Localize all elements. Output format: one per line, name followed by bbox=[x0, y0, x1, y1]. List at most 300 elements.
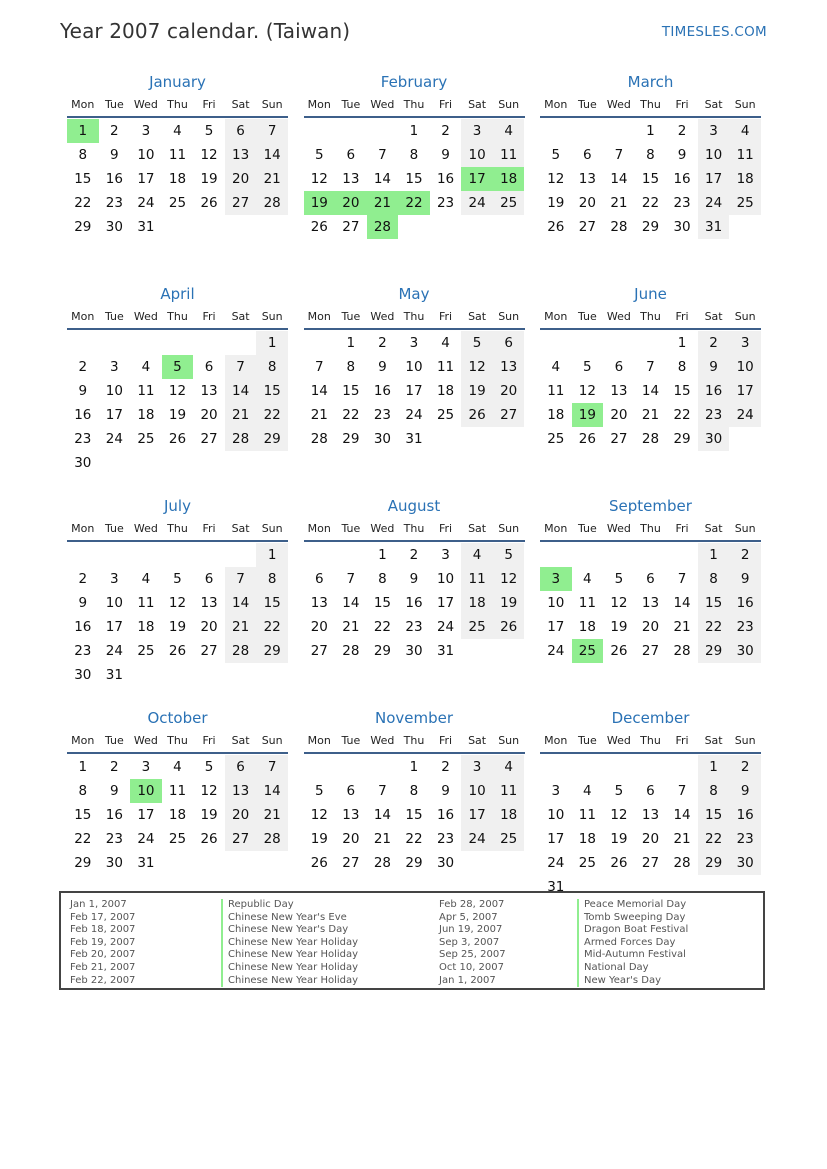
day-cell: 7 bbox=[646, 359, 655, 375]
weekday-label: Mon bbox=[544, 734, 568, 747]
day-grid bbox=[67, 331, 288, 475]
empty-cell bbox=[162, 331, 194, 355]
day-cell: 9 bbox=[677, 147, 687, 163]
day-cell: 9 bbox=[110, 783, 119, 799]
day-cell: 19 bbox=[493, 591, 525, 615]
day-cell: 5 bbox=[551, 147, 561, 163]
day-cell: 28 bbox=[310, 431, 328, 447]
day-cell: 10 bbox=[105, 383, 123, 399]
day-cell: 3 bbox=[141, 759, 151, 775]
day-cell: 4 bbox=[551, 359, 561, 375]
legend-date: Jan 1, 2007 bbox=[439, 974, 496, 986]
holiday-day-cell: 21 bbox=[367, 191, 399, 215]
day-cell: 14 bbox=[373, 171, 391, 187]
day-cell: 22 bbox=[373, 619, 391, 635]
day-cell: 18 bbox=[578, 831, 596, 847]
day-cell: 21 bbox=[673, 831, 691, 847]
day-cell: 31 bbox=[137, 219, 155, 235]
day-cell: 22 bbox=[405, 831, 423, 847]
day-cell: 24 bbox=[547, 643, 565, 659]
weekday-label: Tue bbox=[104, 734, 124, 747]
day-cell: 11 bbox=[137, 383, 155, 399]
day-cell: 23 bbox=[673, 195, 691, 211]
day-cell: 11 bbox=[493, 779, 525, 803]
day-cell: 19 bbox=[461, 379, 493, 403]
day-cell: 10 bbox=[105, 595, 123, 611]
day-cell: 16 bbox=[436, 807, 455, 823]
day-cell: 18 bbox=[729, 167, 761, 191]
day-cell: 13 bbox=[641, 595, 660, 611]
empty-cell bbox=[367, 755, 399, 779]
day-cell: 6 bbox=[614, 359, 624, 375]
weekday-label: Sun bbox=[261, 98, 283, 111]
holiday-day-cell: 19 bbox=[304, 191, 336, 215]
weekday-label: Wed bbox=[606, 98, 631, 111]
legend-holiday-name: Republic Day bbox=[221, 899, 358, 912]
weekday-label: Mon bbox=[307, 98, 331, 111]
weekday-label: Sat bbox=[231, 98, 250, 111]
empty-cell bbox=[335, 119, 367, 143]
month-july bbox=[67, 494, 288, 706]
day-cell: 8 bbox=[78, 783, 88, 799]
weekday-label: Wed bbox=[370, 310, 395, 323]
weekday-label: Tue bbox=[341, 98, 361, 111]
month-name: April bbox=[160, 285, 195, 303]
empty-cell bbox=[304, 755, 336, 779]
empty-cell bbox=[572, 543, 604, 567]
day-cell: 12 bbox=[578, 383, 596, 399]
day-cell: 9 bbox=[378, 359, 387, 375]
day-cell: 24 bbox=[547, 855, 565, 871]
weekday-label: Sun bbox=[498, 98, 520, 111]
day-cell: 8 bbox=[409, 147, 419, 163]
weekday-label: Sun bbox=[498, 734, 520, 747]
empty-cell bbox=[304, 543, 336, 567]
day-cell: 8 bbox=[256, 355, 288, 379]
weekday-label: Mon bbox=[71, 310, 95, 323]
day-cell: 6 bbox=[493, 331, 525, 355]
day-cell: 22 bbox=[74, 831, 92, 847]
empty-cell bbox=[666, 755, 698, 779]
day-cell: 11 bbox=[168, 783, 187, 799]
day-cell: 7 bbox=[378, 147, 387, 163]
day-cell: 10 bbox=[461, 143, 493, 167]
day-cell: 22 bbox=[256, 615, 288, 639]
day-cell: 15 bbox=[74, 171, 92, 187]
weekday-label: Fri bbox=[438, 734, 453, 747]
day-cell: 26 bbox=[310, 855, 328, 871]
day-cell: 9 bbox=[78, 595, 88, 611]
holiday-legend bbox=[59, 891, 765, 990]
day-cell: 3 bbox=[461, 119, 493, 143]
weekday-label: Mon bbox=[307, 522, 331, 535]
brand-link[interactable]: TIMESLES.COM bbox=[661, 24, 767, 40]
weekday-label: Wed bbox=[133, 522, 158, 535]
empty-cell bbox=[635, 331, 667, 355]
day-cell: 4 bbox=[173, 759, 182, 775]
month-march bbox=[540, 70, 761, 282]
weekday-label: Wed bbox=[606, 522, 631, 535]
day-cell: 27 bbox=[641, 855, 660, 871]
weekday-label: Thu bbox=[403, 522, 425, 535]
day-cell: 24 bbox=[698, 191, 730, 215]
day-grid bbox=[540, 331, 761, 451]
day-cell: 9 bbox=[441, 147, 450, 163]
weekday-label: Thu bbox=[403, 98, 425, 111]
day-cell: 1 bbox=[646, 123, 655, 139]
weekday-header bbox=[67, 518, 288, 542]
day-cell: 3 bbox=[141, 123, 151, 139]
month-name: February bbox=[380, 73, 448, 91]
day-cell: 10 bbox=[405, 359, 423, 375]
legend-date: Sep 3, 2007 bbox=[439, 936, 500, 948]
weekday-label: Sun bbox=[734, 734, 756, 747]
day-cell: 29 bbox=[74, 855, 92, 871]
day-cell: 26 bbox=[200, 195, 218, 211]
day-cell: 29 bbox=[698, 851, 730, 875]
day-cell: 14 bbox=[310, 383, 328, 399]
weekday-label: Tue bbox=[577, 734, 597, 747]
day-cell: 29 bbox=[373, 643, 391, 659]
day-cell: 18 bbox=[436, 383, 455, 399]
weekday-label: Fri bbox=[202, 522, 216, 535]
month-june bbox=[540, 282, 761, 494]
day-cell: 11 bbox=[578, 595, 596, 611]
day-cell: 5 bbox=[614, 571, 624, 587]
day-cell: 24 bbox=[137, 831, 155, 847]
weekday-label: Sat bbox=[704, 310, 723, 323]
day-cell: 11 bbox=[461, 567, 493, 591]
month-february bbox=[304, 70, 525, 282]
day-cell: 4 bbox=[729, 119, 761, 143]
day-cell: 7 bbox=[378, 783, 387, 799]
day-cell: 18 bbox=[578, 619, 596, 635]
day-cell: 4 bbox=[583, 571, 592, 587]
holiday-day-cell: 25 bbox=[572, 639, 604, 663]
day-cell: 12 bbox=[310, 807, 328, 823]
day-cell: 25 bbox=[168, 195, 187, 211]
day-cell: 31 bbox=[105, 667, 123, 683]
day-cell: 12 bbox=[200, 147, 218, 163]
day-cell: 31 bbox=[405, 431, 423, 447]
weekday-label: Wed bbox=[133, 98, 158, 111]
day-grid bbox=[304, 331, 525, 451]
day-cell: 29 bbox=[698, 639, 730, 663]
day-cell: 9 bbox=[698, 355, 730, 379]
day-cell: 1 bbox=[378, 547, 387, 563]
empty-cell bbox=[335, 755, 367, 779]
day-cell: 12 bbox=[547, 171, 565, 187]
day-cell: 29 bbox=[641, 219, 660, 235]
day-cell: 15 bbox=[698, 591, 730, 615]
weekday-label: Sun bbox=[261, 310, 283, 323]
day-cell: 4 bbox=[493, 755, 525, 779]
day-cell: 16 bbox=[373, 383, 391, 399]
holiday-day-cell: 19 bbox=[572, 403, 604, 427]
day-cell: 8 bbox=[346, 359, 356, 375]
legend-left-names bbox=[221, 899, 358, 987]
day-cell: 2 bbox=[378, 335, 387, 351]
weekday-label: Wed bbox=[370, 98, 395, 111]
day-cell: 28 bbox=[373, 855, 391, 871]
month-january bbox=[67, 70, 288, 282]
day-cell: 14 bbox=[673, 807, 691, 823]
day-cell: 25 bbox=[729, 191, 761, 215]
legend-holiday-name: National Day bbox=[577, 962, 688, 975]
day-cell: 20 bbox=[200, 619, 218, 635]
weekday-header bbox=[67, 730, 288, 754]
day-cell: 15 bbox=[342, 383, 360, 399]
day-cell: 4 bbox=[493, 119, 525, 143]
day-cell: 21 bbox=[342, 619, 360, 635]
day-cell: 10 bbox=[137, 147, 155, 163]
month-september bbox=[540, 494, 761, 706]
weekday-label: Sat bbox=[704, 98, 723, 111]
empty-cell bbox=[635, 755, 667, 779]
empty-cell bbox=[540, 755, 572, 779]
weekday-label: Wed bbox=[606, 734, 631, 747]
day-cell: 12 bbox=[610, 595, 628, 611]
day-cell: 23 bbox=[105, 831, 123, 847]
day-cell: 7 bbox=[256, 119, 288, 143]
weekday-label: Tue bbox=[577, 98, 597, 111]
weekday-header bbox=[540, 306, 761, 330]
empty-cell bbox=[304, 331, 336, 355]
day-cell: 21 bbox=[256, 803, 288, 827]
day-cell: 15 bbox=[373, 595, 391, 611]
day-cell: 25 bbox=[461, 615, 493, 639]
day-cell: 1 bbox=[346, 335, 356, 351]
day-cell: 7 bbox=[346, 571, 356, 587]
day-cell: 3 bbox=[110, 571, 119, 587]
day-cell: 18 bbox=[461, 591, 493, 615]
day-cell: 17 bbox=[105, 407, 123, 423]
day-cell: 17 bbox=[405, 383, 423, 399]
month-name: January bbox=[149, 73, 206, 91]
day-cell: 20 bbox=[310, 619, 328, 635]
empty-cell bbox=[603, 119, 635, 143]
day-cell: 10 bbox=[436, 571, 455, 587]
empty-cell bbox=[99, 543, 131, 567]
day-cell: 14 bbox=[225, 591, 257, 615]
day-cell: 3 bbox=[729, 331, 761, 355]
day-cell: 7 bbox=[256, 755, 288, 779]
day-cell: 6 bbox=[225, 755, 257, 779]
day-cell: 15 bbox=[256, 591, 288, 615]
day-cell: 18 bbox=[493, 803, 525, 827]
legend-holiday-name: New Year's Day bbox=[577, 975, 688, 988]
day-cell: 31 bbox=[436, 643, 455, 659]
day-cell: 17 bbox=[105, 619, 123, 635]
day-cell: 2 bbox=[441, 123, 450, 139]
day-grid bbox=[67, 119, 288, 239]
empty-cell bbox=[193, 331, 225, 355]
day-cell: 29 bbox=[256, 427, 288, 451]
day-cell: 9 bbox=[78, 383, 88, 399]
month-name: March bbox=[627, 73, 674, 91]
weekday-label: Wed bbox=[606, 310, 631, 323]
day-cell: 5 bbox=[614, 783, 624, 799]
legend-date: Feb 21, 2007 bbox=[70, 961, 136, 973]
day-cell: 7 bbox=[677, 783, 687, 799]
page-title: Year 2007 calendar. (Taiwan) bbox=[60, 19, 351, 43]
day-cell: 23 bbox=[74, 643, 92, 659]
day-cell: 3 bbox=[110, 359, 119, 375]
day-cell: 30 bbox=[436, 855, 455, 871]
day-cell: 5 bbox=[314, 783, 324, 799]
empty-cell bbox=[304, 119, 336, 143]
day-cell: 3 bbox=[698, 119, 730, 143]
weekday-label: Sun bbox=[498, 310, 520, 323]
day-cell: 30 bbox=[74, 667, 92, 683]
day-cell: 24 bbox=[436, 619, 455, 635]
holiday-day-cell: 28 bbox=[367, 215, 399, 239]
day-cell: 4 bbox=[141, 571, 151, 587]
empty-cell bbox=[603, 543, 635, 567]
day-cell: 9 bbox=[729, 779, 761, 803]
day-cell: 22 bbox=[74, 195, 92, 211]
legend-right-dates bbox=[439, 899, 506, 987]
day-cell: 13 bbox=[225, 143, 257, 167]
day-cell: 4 bbox=[441, 335, 450, 351]
weekday-header bbox=[67, 306, 288, 330]
weekday-label: Thu bbox=[167, 522, 188, 535]
weekday-label: Tue bbox=[577, 310, 597, 323]
empty-cell bbox=[335, 543, 367, 567]
day-cell: 25 bbox=[137, 431, 155, 447]
day-cell: 1 bbox=[256, 543, 288, 567]
month-name: June bbox=[634, 285, 667, 303]
day-cell: 19 bbox=[310, 831, 328, 847]
day-cell: 26 bbox=[610, 643, 628, 659]
day-cell: 15 bbox=[641, 171, 660, 187]
empty-cell bbox=[540, 119, 572, 143]
empty-cell bbox=[130, 543, 162, 567]
day-cell: 20 bbox=[225, 167, 257, 191]
weekday-label: Wed bbox=[370, 522, 395, 535]
day-cell: 17 bbox=[547, 831, 565, 847]
weekday-label: Fri bbox=[675, 734, 689, 747]
legend-date: Feb 19, 2007 bbox=[70, 936, 136, 948]
weekday-label: Wed bbox=[370, 734, 395, 747]
empty-cell bbox=[603, 331, 635, 355]
day-cell: 30 bbox=[105, 855, 123, 871]
day-cell: 27 bbox=[200, 431, 218, 447]
day-cell: 8 bbox=[698, 779, 730, 803]
day-cell: 18 bbox=[137, 407, 155, 423]
month-april bbox=[67, 282, 288, 494]
weekday-label: Fri bbox=[675, 98, 689, 111]
day-cell: 14 bbox=[225, 379, 257, 403]
day-cell: 31 bbox=[547, 879, 565, 895]
weekday-header bbox=[304, 518, 525, 542]
day-cell: 12 bbox=[610, 807, 628, 823]
weekday-label: Sat bbox=[468, 734, 487, 747]
day-cell: 13 bbox=[225, 779, 257, 803]
day-cell: 29 bbox=[256, 639, 288, 663]
day-cell: 23 bbox=[436, 831, 455, 847]
day-cell: 26 bbox=[547, 219, 565, 235]
day-cell: 13 bbox=[493, 355, 525, 379]
day-cell: 26 bbox=[310, 219, 328, 235]
legend-left-dates bbox=[70, 899, 135, 987]
day-cell: 30 bbox=[105, 219, 123, 235]
weekday-label: Sun bbox=[734, 522, 756, 535]
day-cell: 12 bbox=[168, 383, 187, 399]
day-cell: 1 bbox=[256, 331, 288, 355]
empty-cell bbox=[225, 543, 257, 567]
day-cell: 2 bbox=[677, 123, 687, 139]
weekday-label: Sun bbox=[498, 522, 520, 535]
day-cell: 3 bbox=[441, 547, 450, 563]
day-cell: 20 bbox=[641, 831, 660, 847]
legend-right-names bbox=[577, 899, 688, 987]
day-cell: 24 bbox=[405, 407, 423, 423]
weekday-label: Fri bbox=[438, 522, 453, 535]
day-cell: 8 bbox=[409, 783, 419, 799]
legend-date: Oct 10, 2007 bbox=[439, 961, 504, 973]
day-cell: 2 bbox=[110, 123, 119, 139]
day-cell: 23 bbox=[105, 195, 123, 211]
day-cell: 29 bbox=[74, 219, 92, 235]
day-grid bbox=[304, 119, 525, 239]
day-cell: 6 bbox=[225, 119, 257, 143]
day-cell: 7 bbox=[677, 571, 687, 587]
day-cell: 25 bbox=[493, 827, 525, 851]
day-cell: 2 bbox=[78, 359, 88, 375]
day-cell: 16 bbox=[105, 807, 123, 823]
empty-cell bbox=[225, 331, 257, 355]
legend-holiday-name: Chinese New Year Holiday bbox=[221, 949, 358, 962]
day-cell: 1 bbox=[409, 123, 419, 139]
empty-cell bbox=[540, 543, 572, 567]
day-cell: 14 bbox=[342, 595, 360, 611]
day-cell: 30 bbox=[729, 639, 761, 663]
weekday-label: Mon bbox=[71, 98, 95, 111]
day-cell: 11 bbox=[137, 595, 155, 611]
day-cell: 16 bbox=[729, 803, 761, 827]
day-grid bbox=[304, 543, 525, 663]
day-cell: 17 bbox=[729, 379, 761, 403]
day-cell: 28 bbox=[673, 855, 691, 871]
weekday-label: Fri bbox=[675, 522, 689, 535]
day-cell: 6 bbox=[646, 571, 655, 587]
weekday-label: Thu bbox=[640, 98, 661, 111]
day-cell: 1 bbox=[698, 755, 730, 779]
day-cell: 17 bbox=[698, 167, 730, 191]
day-cell: 16 bbox=[698, 379, 730, 403]
day-cell: 25 bbox=[547, 431, 565, 447]
day-cell: 25 bbox=[137, 643, 155, 659]
legend-date: Jan 1, 2007 bbox=[70, 899, 127, 910]
day-cell: 9 bbox=[409, 571, 419, 587]
day-cell: 6 bbox=[346, 147, 356, 163]
weekday-label: Sat bbox=[704, 734, 723, 747]
weekday-label: Sat bbox=[231, 522, 250, 535]
day-cell: 30 bbox=[698, 427, 730, 451]
day-cell: 5 bbox=[583, 359, 592, 375]
day-cell: 30 bbox=[673, 219, 691, 235]
day-cell: 13 bbox=[200, 383, 218, 399]
day-cell: 19 bbox=[168, 619, 187, 635]
day-cell: 26 bbox=[168, 431, 187, 447]
day-cell: 2 bbox=[409, 547, 419, 563]
day-cell: 13 bbox=[200, 595, 218, 611]
weekday-header bbox=[304, 306, 525, 330]
day-cell: 16 bbox=[436, 171, 455, 187]
day-cell: 22 bbox=[698, 615, 730, 639]
day-cell: 1 bbox=[677, 335, 687, 351]
